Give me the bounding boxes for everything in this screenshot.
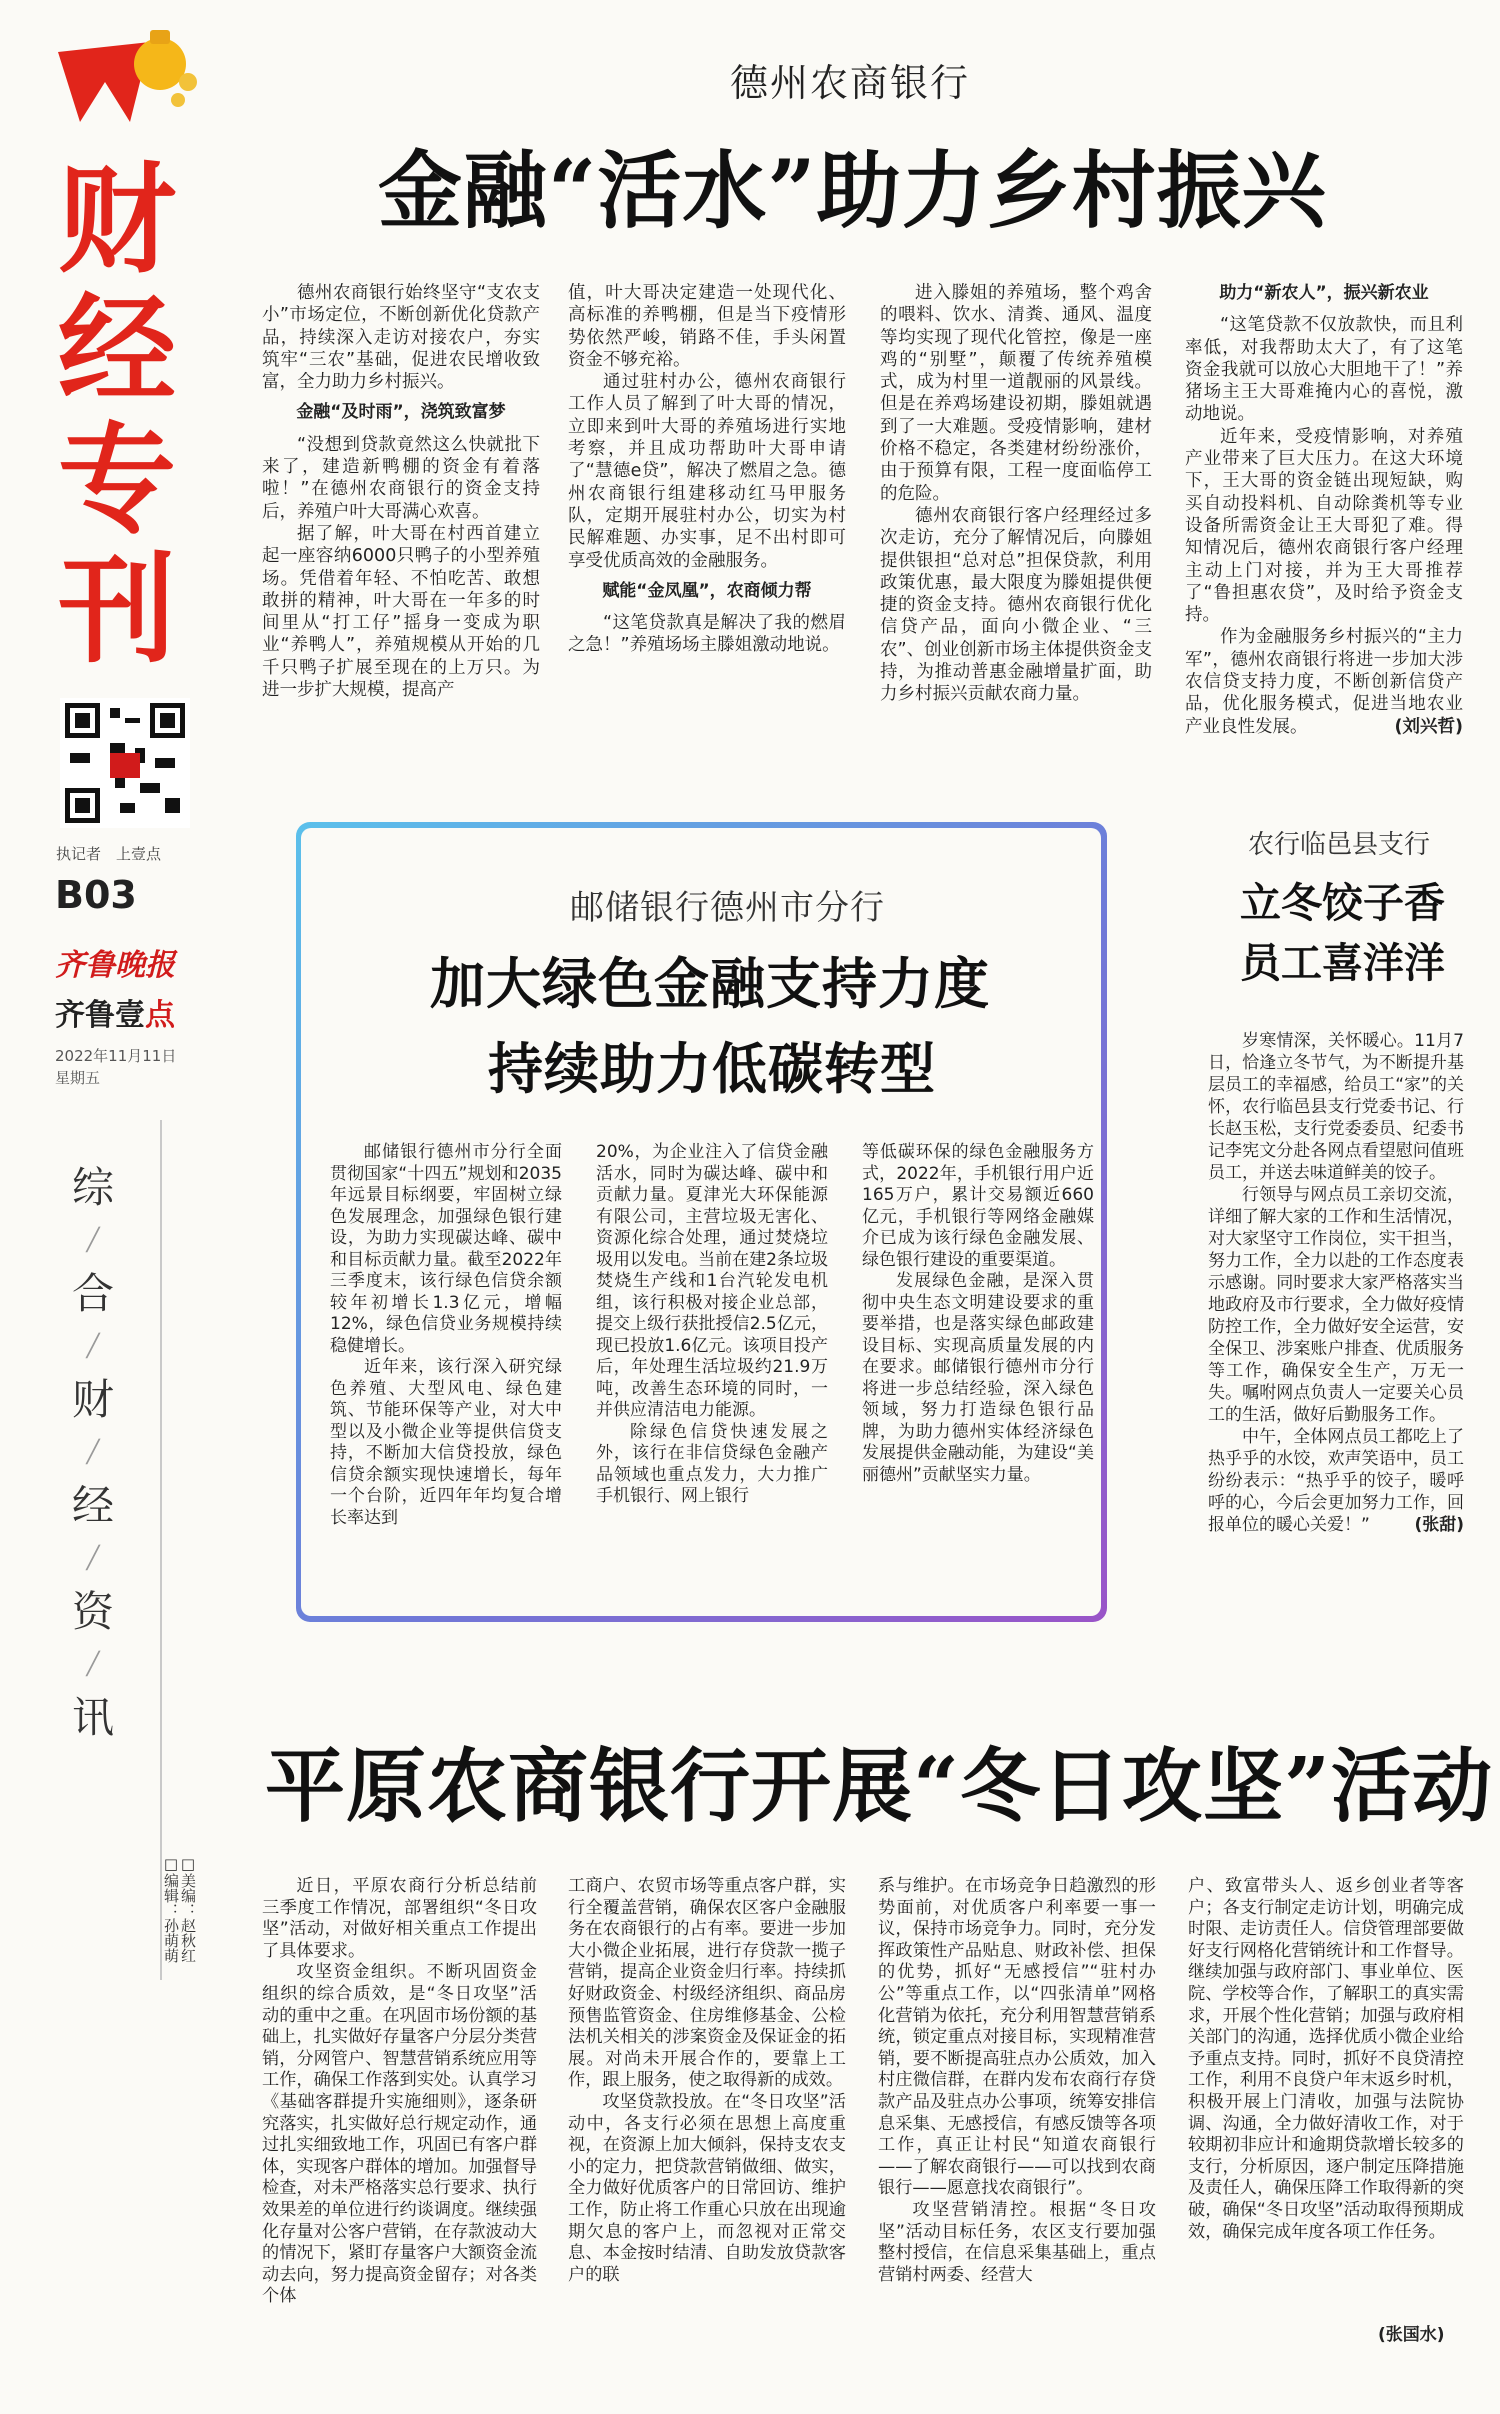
section-separator: ╱ <box>86 1652 100 1677</box>
article2-column <box>330 1142 562 1529</box>
paragraph <box>1185 626 1463 737</box>
article2-column <box>862 1142 1094 1486</box>
article2-kicker: 邮储银行德州市分行 <box>570 888 885 928</box>
article4-column <box>878 1876 1156 2286</box>
article1-column <box>1185 282 1463 738</box>
divider <box>160 1120 162 1980</box>
paragraph: 户、致富带头人、返乡创业者等客户；各支行制定走访计划，明确完成时限、走访责任人。信贷管理部要做好支行网格化营销统计和工作督导。继续加强与政府部门、事业单位、医院、学校等合作，了解职工的真实需求，开展个性化营销；加强与政府相关部门的沟通，选择优质小微企业给予重点支持。同时，抓好不良贷清控工作，利用不良贷户年末返乡时机，积极开展上门清收，加强与法院协调、沟通，全力做好清收工作，对于较期初非应计和逾期贷款增长较多的支行，分析原因，逐户制定压降措施及责任人，确保压降工作取得新的突破，确保“冬日攻坚”活动取得预期成效，确保完成年度各项工作任务。 <box>1188 1876 1464 2242</box>
article1-subhead: 金融“及时雨”，浇筑致富梦 <box>296 402 506 423</box>
article1-subhead: 赋能“金凤凰”，农商倾力帮 <box>602 580 812 601</box>
section-title-char: 经 <box>57 280 176 419</box>
paragraph: 邮储银行德州市分行全面贯彻国家“十四五”规划和2035年远景目标纲要，牢固树立绿色发展理念，加强绿色银行建设，为助力实现碳达峰、碳中和目标贡献力量。截至2022年三季度末，该行绿色信贷余额较年初增长1.3亿元，增幅12%，绿色信贷业务规模持续稳健增长。 <box>330 1142 562 1356</box>
section-label-char: 合 <box>71 1269 114 1318</box>
paragraph: 德州农商银行始终坚守“支农支小”市场定位，不断创新优化贷款产品，持续深入走访对接农户，夯实筑牢“三农”基础，促进农民增收致富，全力助力乡村振兴。 <box>262 283 540 393</box>
article1-title: 金融“活水”助力乡村振兴 <box>378 141 1327 240</box>
article4-title: 平原农商银行开展“冬日攻坚”活动 <box>265 1739 1494 1833</box>
article1-column <box>568 282 846 657</box>
paragraph: 岁寒情深，关怀暖心。11月7日，恰逢立冬节气，为不断提升基层员工的幸福感，给员工“家”的关怀，农行临邑县支行党委书记、行长赵玉松，支行党委委员、纪委书记李宪文分赴各网点看望慰问值班员工，并送去味道鲜美的饺子。 <box>1208 1031 1464 1183</box>
paragraph: 近年来，该行深入研究绿色养殖、大型风电、绿色建筑、节能环保等产业，对大中型以及小微企业等提供信贷支持，不断加大信贷投放，绿色信贷余额实现快速增长，每年一个台阶，近四年年均复合增长率达到 <box>330 1357 562 1528</box>
section-title-char: 刊 <box>57 540 176 679</box>
article3-title-line: 立冬饺子香 <box>1240 879 1445 927</box>
paragraph: “这笔贷款不仅放款快，而且利率低，对我帮助太大了，有了这笔资金我就可以放心大胆地干了！”养猪场主王大哥难掩内心的喜悦，激动地说。 <box>1185 315 1463 425</box>
section-label-char: 经 <box>71 1481 114 1530</box>
paragraph: 据了解，叶大哥在村西首建立起一座容纳6000只鸭子的小型养殖场。凭借着年轻、不怕吃苦、敢想敢拼的精神，叶大哥在一年多的时间里从“打工仔”摇身一变成为职业“养鸭人”，养殖规模从开始的几千只鸭子扩展至现在的上万只。为进一步扩大规模，提高产 <box>262 523 540 701</box>
paragraph: 20%，为企业注入了信贷金融活水，同时为碳达峰、碳中和贡献力量。夏津光大环保能源有限公司，主营垃圾无害化、资源化综合处理，通过焚烧垃圾用以发电。当前在建2条垃圾焚烧生产线和1台汽轮发电机组，该行积极对接企业总部，提交上级行获批授信2.5亿元，现已投放1.6亿元。该项目投产后，年处理生活垃圾约21.9万吨，改善生态环境的同时，一并供应清洁电力能源。 <box>596 1142 828 1420</box>
paragraph: 攻坚贷款投放。在“冬日攻坚”活动中，各支行必须在思想上高度重视，在资源上加大倾斜，保持支农支小的定力，把贷款营销做细、做实，全力做好优质客户的日常回访、维护工作，防止将工作重心只放在出现逾期欠息的客户上，而忽视对正常交息、本金按时结清、自助发放贷款客户的联 <box>568 2091 846 2285</box>
article3-column <box>1208 1030 1464 1536</box>
paragraph: 进入滕姐的养殖场，整个鸡舍的喂料、饮水、清粪、通风、温度等均实现了现代化管控，像是一座鸡的“别墅”，颠覆了传统养殖模式，成为村里一道靓丽的风景线。但是在养鸡场建设初期，滕姐就遇到了一大难题。受疫情影响，建材价格不稳定，各类建材纷纷涨价，由于预算有限，工程一度面临停工的危险。 <box>880 283 1152 504</box>
paragraph: 攻坚资金组织。不断巩固资金组织的综合质效，是“冬日攻坚”活动的重中之重。在巩固市场份额的基础上，扎实做好存量客户分层分类营销，分网管户、智慧营销系统应用等工作，确保工作落到实处。认真学习《基础客群提升实施细则》，逐条研究落实，扎实做好总行规定动作，通过扎实细致地工作，巩固已有客户群体，实现客户群体的增加。加强督导检查，对未严格落实总行要求、执行效果差的单位进行约谈调度。继续强化存量对公客户营销，在存款波动大的情况下，紧盯存量客户大额资金流动去向，努力提高资金留存；对各类个体 <box>262 1962 538 2307</box>
qr-code-icon[interactable] <box>60 698 190 828</box>
paragraph: “没想到贷款竟然这么快就批下来了，建造新鸭棚的资金有着落啦！”在德州农商银行的资金支持后，养殖户叶大哥满心欢喜。 <box>262 434 540 522</box>
weekday-text: 星期五 <box>55 1069 101 1087</box>
paragraph <box>1208 1426 1464 1536</box>
paragraph: 工商户、农贸市场等重点客户群，实行全覆盖营销，确保农区客户金融服务在农商银行的占有率。要进一步加大小微企业拓展，进行存贷款一揽子营销，提高企业资金归行率。持续抓好财政资金、村级经济组织、商品房预售监管资金、住房维修基金、公检法机关相关的涉案资金及保证金的拓展。对尚未开展合作的，要靠上工作，跟上服务，使之取得新的成效。 <box>568 1876 846 2091</box>
paragraph: 德州农商银行客户经理经过多次走访，充分了解情况后，向滕姐提供银担“总对总”担保贷款，利用政策优惠，最大限度为滕姐提供便捷的资金支持。德州农商银行优化信贷产品，面向小微企业、“三农”、创业创新市场主体提供资金支持，为推动普惠金融增量扩面，助力乡村振兴贡献农商力量。 <box>880 505 1152 705</box>
section-separator: ╱ <box>86 1228 100 1253</box>
section-logo-icon <box>50 22 200 132</box>
section-label-char: 讯 <box>71 1693 114 1742</box>
editors-credit: □美编：赵秋红 □编辑：孙萌萌 <box>162 1855 197 1963</box>
article3-title-line: 员工喜洋洋 <box>1240 939 1445 987</box>
paragraph: 行领导与网点员工亲切交流，详细了解大家的工作和生活情况，对大家坚守工作岗位，实干担当，努力工作，全力以赴的工作态度表示感谢。同时要求大家严格落实当地政府及市行要求，全力做好疫情防控工作，全力做好安全运营，安全保卫、涉案账户排查、优质服务等工作，确保安全生产，万无一失。嘱咐网点负责人一定要关心员工的生活，做好后勤服务工作。 <box>1208 1185 1464 1425</box>
paragraph: 系与维护。在市场竞争日趋激烈的形势面前，对优质客户利率要一事一议，保持市场竞争力。同时，充分发挥政策性产品贴息、财政补偿、担保的优势，抓好“无感授信”“驻村办公”等重点工作，以“四张清单”网格化营销为依托，充分利用智慧营销系统，锁定重点对接目标，实现精准营销，要不断提高驻点办公质效，加入村庄微信群，在群内发布农商行存贷款产品及驻点办公事项，统筹安排信息采集、无感授信，有感反馈等各项工作，真正让村民“知道农商银行——了解农商银行——可以找到农商银行——愿意找农商银行”。 <box>878 1876 1156 2199</box>
section-title-char: 财 <box>57 150 176 289</box>
article2-column <box>596 1142 828 1508</box>
section-title-char: 专 <box>57 410 176 549</box>
paragraph: 近日，平原农商行分析总结前三季度工作情况，部署组织“冬日攻坚”活动，对做好相关重点工作提出了具体要求。 <box>262 1876 537 1961</box>
paragraph: 发展绿色金融，是深入贯彻中央生态文明建设要求的重要举措，也是落实绿色邮政建设目标、实现高质量发展的内在要求。邮储银行德州市分行将进一步总结经验，深入绿色领域，努力打造绿色银行品牌，为助力德州实体经济绿色发展提供金融动能，为建设“美丽德州”贡献坚实力量。 <box>862 1271 1094 1485</box>
paragraph-text: 作为金融服务乡村振兴的“主力军”，德州农商银行将进一步加大涉农信贷支持力度，不断创新信贷产品，优化服务模式，促进当地农业产业良性发展。 <box>1185 627 1463 737</box>
section-separator: ╱ <box>86 1546 100 1571</box>
issue-date <box>55 1045 176 1089</box>
section-separator: ╱ <box>86 1334 100 1359</box>
section-title <box>52 150 182 679</box>
paragraph: “这笔贷款真是解决了我的燃眉之急！”养殖场场主滕姐激动地说。 <box>568 613 846 656</box>
page-number: B03 <box>55 873 137 917</box>
brand-badge: 点 <box>145 998 175 1033</box>
paragraph: 值，叶大哥决定建造一处现代化、高标准的养鸭棚，但是当下疫情形势依然严峻，销路不佳，手头闲置资金不够充裕。 <box>568 283 846 370</box>
article2-title-line: 加大绿色金融支持力度 <box>430 951 991 1016</box>
article4-column <box>1188 1876 1464 2243</box>
paragraph: 除绿色信贷快速发展之外，该行在非信贷绿色金融产品领域也重点发力，大力推广手机银行、网上银行 <box>596 1421 828 1506</box>
newspaper-name: 齐鲁晚报 <box>55 948 175 983</box>
section-label-char: 财 <box>71 1375 114 1424</box>
article1-column <box>262 282 540 701</box>
section-label <box>68 1165 118 1741</box>
article4-column <box>262 1876 537 2308</box>
paragraph: 等低碳环保的绿色金融服务方式，2022年，手机银行用户近165万户，累计交易额近660亿元，手机银行等网络金融媒介已成为该行绿色金融发展、绿色银行建设的重要渠道。 <box>862 1142 1094 1270</box>
article1-subhead: 助力“新农人”，振兴新农业 <box>1219 283 1429 303</box>
paragraph: 通过驻村办公，德州农商银行工作人员了解到了叶大哥的情况，立即来到叶大哥的养殖场进行实地考察，并且成功帮助叶大哥申请了“慧德e贷”，解决了燃眉之急。德州农商银行组建移动红马甲服务队，定期开展驻村办公，切实为村民解难题、办实事，足不出村即可享受优质高效的金融服务。 <box>568 372 846 571</box>
article1-column <box>880 282 1152 706</box>
byline: (刘兴哲) <box>1394 716 1463 737</box>
article1-kicker: 德州农商银行 <box>730 61 971 105</box>
newspaper-brand <box>55 990 175 1034</box>
date-text: 2022年11月11日 <box>55 1047 177 1065</box>
paragraph: 攻坚营销清控。根据“冬日攻坚”活动目标任务，农区支行要加强整村授信，在信息采集基础上，重点营销村两委、经营大 <box>878 2199 1156 2285</box>
paragraph: 近年来，受疫情影响，对养殖产业带来了巨大压力。在这大环境下，王大哥的资金链出现短缺，购买自动投料机、自动除粪机等专业设备所需资金让王大哥犯了难。得知情况后，德州农商银行客户经理主动上门对接，并为王大哥推荐了“鲁担惠农贷”，及时给予资金支持。 <box>1185 426 1463 626</box>
section-label-char: 资 <box>71 1587 114 1636</box>
article3-kicker: 农行临邑县支行 <box>1248 830 1431 860</box>
article2-title-line: 持续助力低碳转型 <box>488 1036 937 1101</box>
reporter-label: 执记者 上壹点 <box>56 845 162 863</box>
article4-column <box>568 1876 846 2286</box>
section-separator: ╱ <box>86 1440 100 1465</box>
brand-text: 齐鲁壹 <box>55 998 145 1033</box>
byline: (张甜) <box>1414 1515 1464 1535</box>
paragraph-text: 中午，全体网点员工都吃上了热乎乎的水饺，欢声笑语中，员工纷纷表示：“热乎乎的饺子，暖呼呼的心，今后会更加努力工作，回报单位的暖心关爱！” <box>1208 1427 1464 1535</box>
byline: (张国水) <box>1378 2325 1445 2345</box>
section-label-char: 综 <box>71 1163 114 1212</box>
